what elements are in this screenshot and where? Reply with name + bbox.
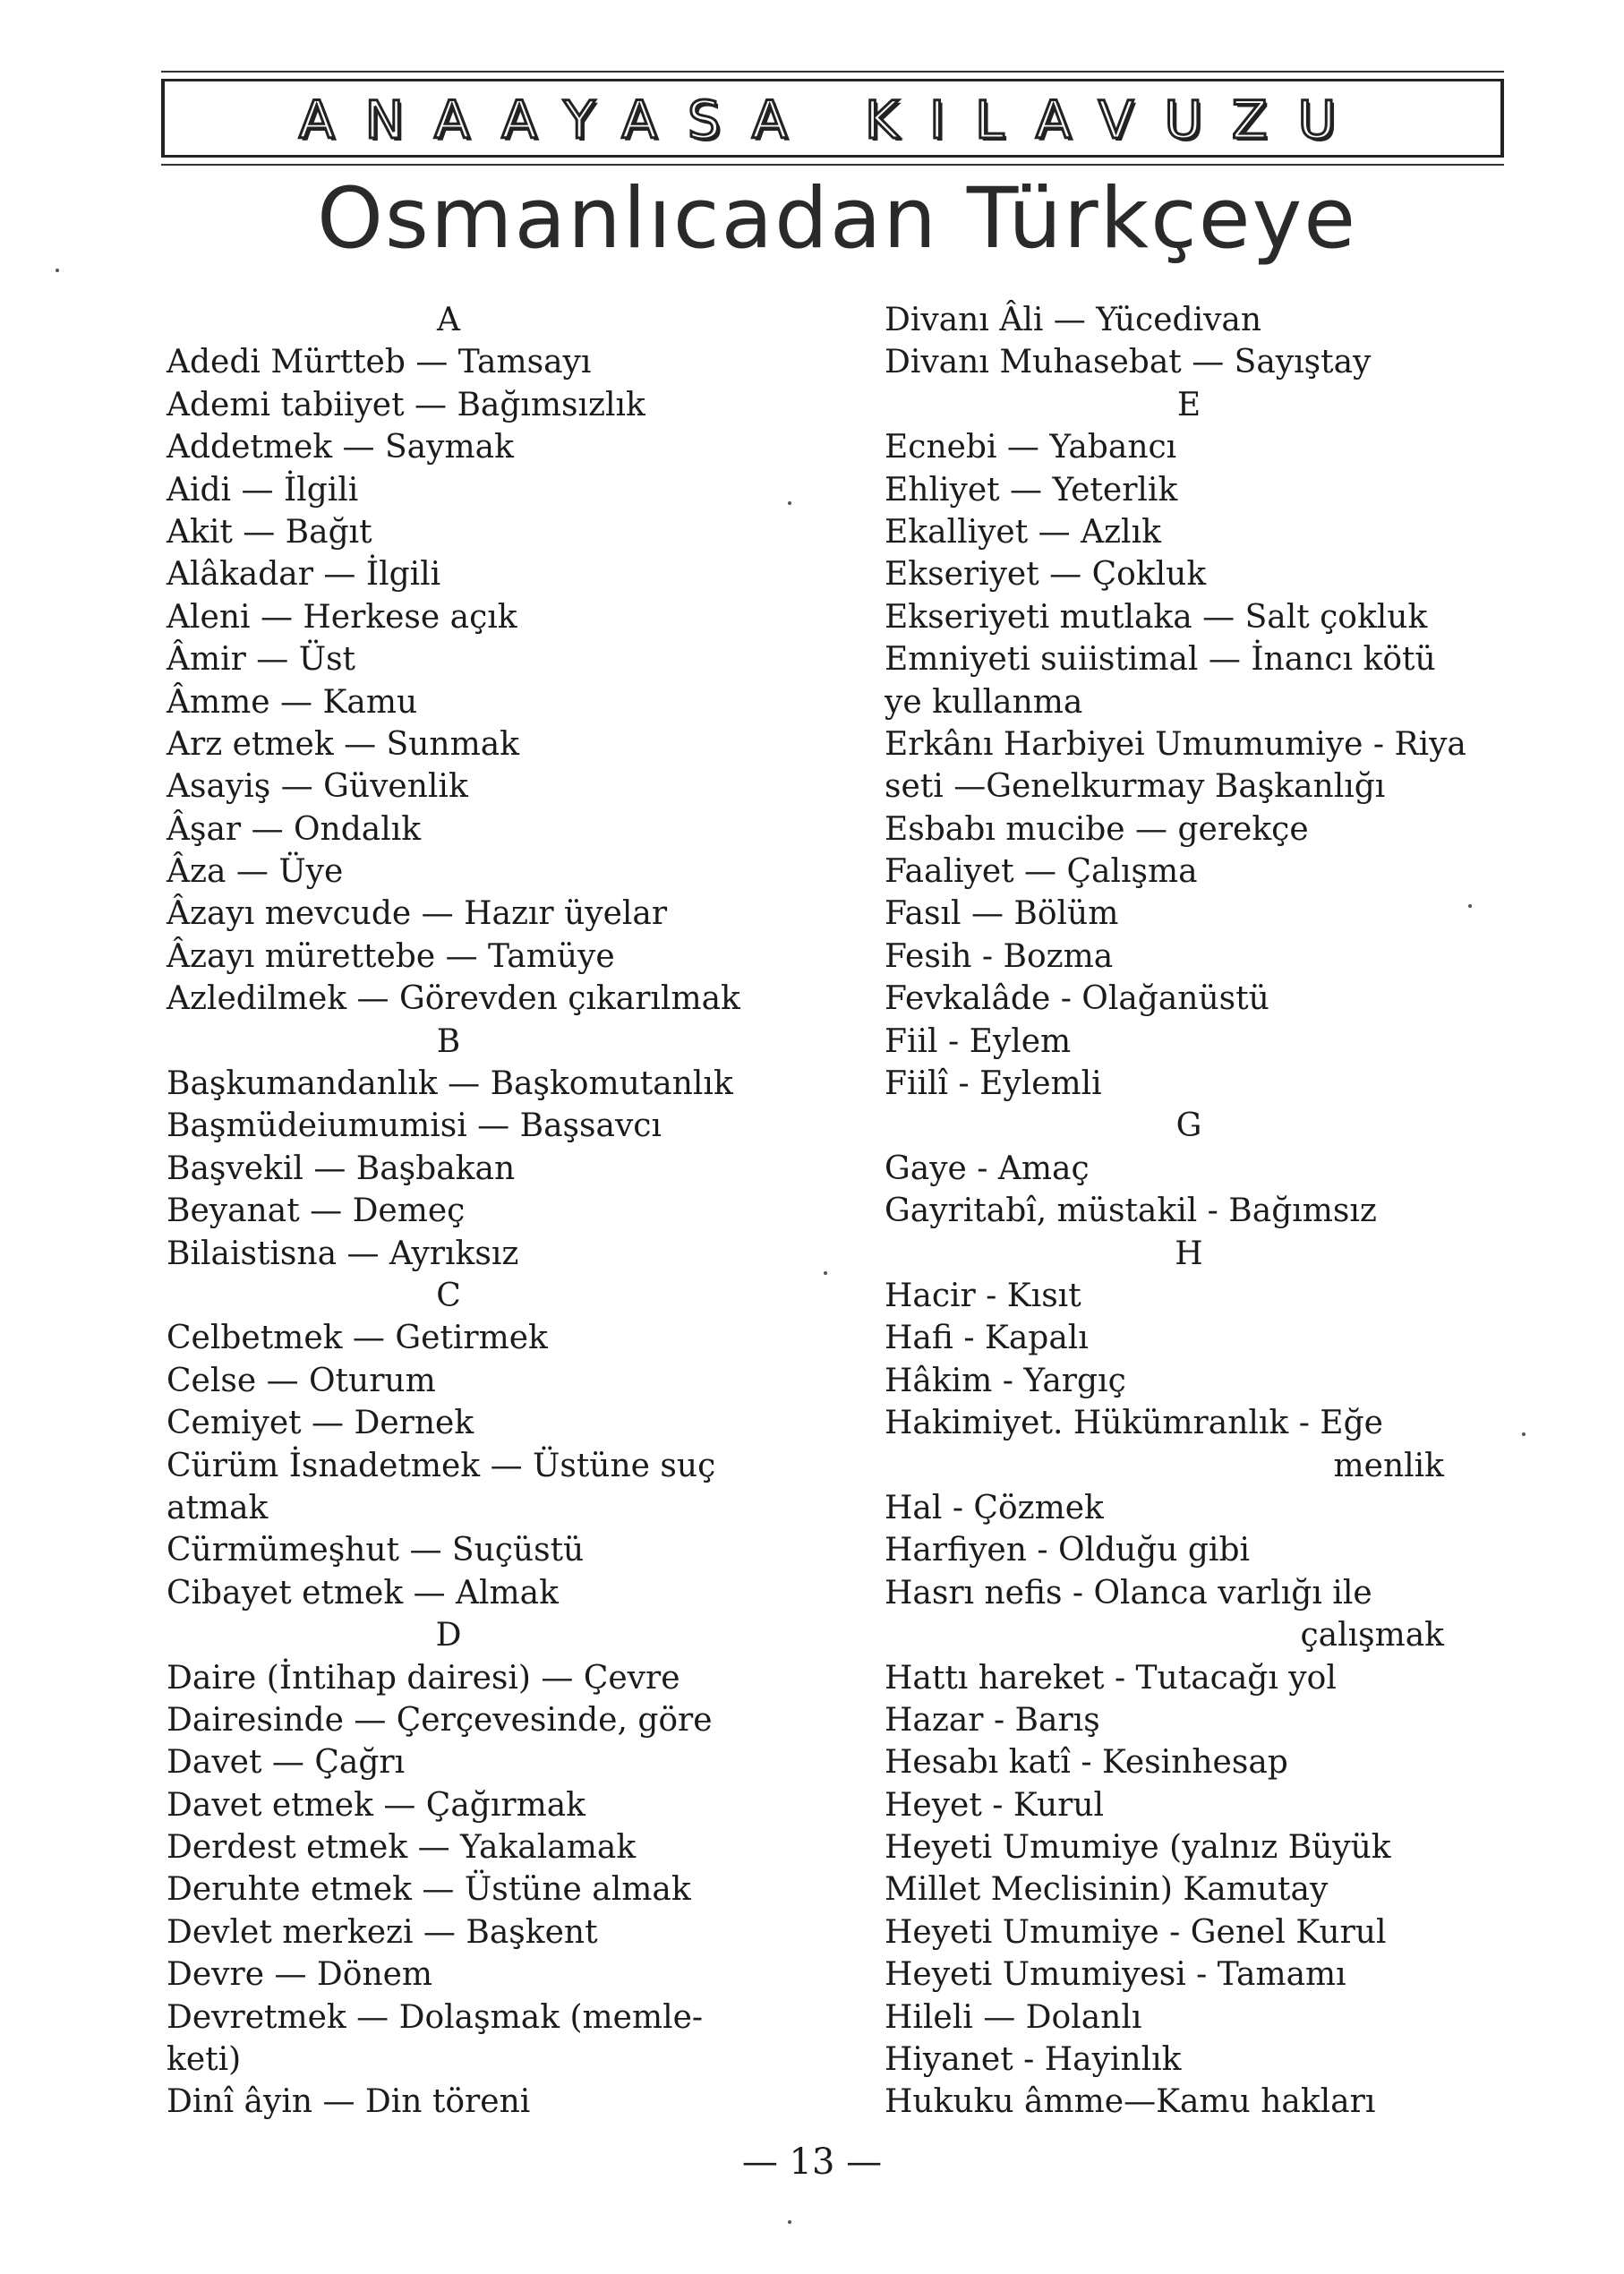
dictionary-entry: Davet — Çağrı xyxy=(167,1744,406,1782)
dictionary-entry: Celbetmek — Getirmek xyxy=(167,1320,548,1357)
dictionary-entry: Daire (İntihap dairesi) — Çevre xyxy=(167,1659,680,1697)
dictionary-entry: Âzayı mürettebe — Tamüye xyxy=(167,937,615,975)
dictionary-entry-continuation: atmak xyxy=(167,1489,269,1526)
dictionary-entry: Fiil - Eylem xyxy=(885,1022,1072,1060)
dictionary-entry: Dairesinde — Çerçevesinde, göre xyxy=(167,1701,713,1739)
section-letter: A xyxy=(437,302,460,338)
dictionary-entry: Hakimiyet. Hükümranlık - Eğe xyxy=(885,1405,1383,1442)
dictionary-entry-continuation: ye kullanma xyxy=(885,683,1083,721)
dictionary-entry: Hattı hareket - Tutacağı yol xyxy=(885,1659,1337,1697)
dictionary-entry-continuation: Millet Meclisinin) Kamutay xyxy=(885,1871,1329,1909)
dictionary-entry: Hiyanet - Hayinlık xyxy=(885,2041,1182,2079)
dictionary-entry-continuation: keti) xyxy=(167,2041,242,2079)
dictionary-entry: Devretmek — Dolaşmak (memle- xyxy=(167,1998,704,2036)
dictionary-entry: Âzayı mevcude — Hazır üyelar xyxy=(167,895,668,933)
dictionary-entry: Beyanat — Demeç xyxy=(167,1193,466,1230)
dictionary-entry: Emniyeti suiistimal — İnancı kötü xyxy=(885,641,1436,679)
page-subtitle: Osmanlıcadan Türkçeye xyxy=(316,170,1358,268)
dictionary-entry: Fevkalâde - Olağanüstü xyxy=(885,980,1269,1018)
dictionary-entry: Deruhte etmek — Üstüne almak xyxy=(167,1871,691,1909)
dictionary-entry: Celse — Oturum xyxy=(167,1362,436,1399)
dictionary-entry: Hasrı nefis - Olanca varlığı ile xyxy=(885,1574,1372,1611)
dictionary-entry: Esbabı mucibe — gerekçe xyxy=(885,810,1309,848)
dictionary-entry: Ademi tabiiyet — Bağımsızlık xyxy=(167,386,645,423)
dictionary-entry: Alâkadar — İlgili xyxy=(167,556,441,594)
dictionary-entry: Ehliyet — Yeterlik xyxy=(885,471,1178,509)
dictionary-entry: Akit — Bağıt xyxy=(167,513,372,551)
dictionary-entry: Erkânı Harbiyei Umumumiye - Riya xyxy=(885,725,1466,763)
scan-speck xyxy=(56,269,59,272)
section-letter: G xyxy=(1175,1107,1202,1145)
dictionary-entry: Hesabı katî - Kesinhesap xyxy=(885,1744,1288,1782)
scan-speck xyxy=(1522,1432,1526,1436)
dictionary-entry: Cürmümeşhut — Suçüstü xyxy=(167,1532,585,1569)
dictionary-entry: Faaliyet — Çalışma xyxy=(885,853,1198,891)
dictionary-entry: Hileli — Dolanlı xyxy=(885,1998,1142,2036)
dictionary-entry-continuation: çalışmak xyxy=(1300,1617,1444,1654)
dictionary-entry: Heyet - Kurul xyxy=(885,1786,1105,1824)
dictionary-entry: Cibayet etmek — Almak xyxy=(167,1574,559,1611)
dictionary-entry: Başkumandanlık — Başkomutanlık xyxy=(167,1065,733,1103)
dictionary-entry: Ecnebi — Yabancı xyxy=(885,429,1177,466)
dictionary-entry: Âmir — Üst xyxy=(167,641,356,679)
dictionary-entry: Aidi — İlgili xyxy=(167,471,359,509)
left-column xyxy=(167,299,811,2124)
title-banner xyxy=(161,79,1504,158)
dictionary-entry: Ekseriyeti mutlaka — Salt çokluk xyxy=(885,598,1428,636)
banner-title: ANAAYASA KILAVUZU xyxy=(298,90,1367,150)
dictionary-entry: Addetmek — Saymak xyxy=(167,429,514,466)
dictionary-entry: Âmme — Kamu xyxy=(167,683,418,721)
dictionary-entry: Başvekil — Başbakan xyxy=(167,1150,516,1187)
scan-speck xyxy=(788,2220,791,2224)
scan-speck xyxy=(1468,904,1472,908)
dictionary-entry: Harfiyen - Olduğu gibi xyxy=(885,1532,1251,1569)
page-number: — 13 — xyxy=(741,2141,883,2183)
dictionary-entry: Heyeti Umumiye - Genel Kurul xyxy=(885,1913,1387,1951)
dictionary-entry: Heyeti Umumiyesi - Tamamı xyxy=(885,1956,1346,1994)
dictionary-entry: Divanı Âli — Yücedivan xyxy=(885,302,1262,338)
section-letter: D xyxy=(435,1617,462,1654)
dictionary-entry: Cürüm İsnadetmek — Üstüne suç xyxy=(167,1447,716,1484)
dictionary-entry: Başmüdeiumumisi — Başsavcı xyxy=(167,1107,662,1145)
dictionary-entry: Hal - Çözmek xyxy=(885,1489,1104,1526)
dictionary-entry: Hacir - Kısıt xyxy=(885,1277,1081,1314)
dictionary-entry: Aleni — Herkese açık xyxy=(167,598,517,636)
dictionary-entry: Fasıl — Bölüm xyxy=(885,895,1119,933)
dictionary-entry: Devlet merkezi — Başkent xyxy=(167,1913,598,1951)
right-column xyxy=(885,299,1529,2124)
dictionary-entry: Devre — Dönem xyxy=(167,1956,433,1994)
dictionary-entry: Azledilmek — Görevden çıkarılmak xyxy=(167,980,740,1018)
dictionary-entry: Hukuku âmme—Kamu hakları xyxy=(885,2083,1376,2121)
dictionary-entry: Fesih - Bozma xyxy=(885,937,1114,975)
dictionary-entry: Hazar - Barış xyxy=(885,1701,1100,1739)
dictionary-entry: Cemiyet — Dernek xyxy=(167,1405,474,1442)
dictionary-entry-continuation: seti —Genelkurmay Başkanlığı xyxy=(885,768,1386,806)
section-letter: C xyxy=(436,1277,461,1314)
scan-speck xyxy=(824,1271,827,1275)
dictionary-entry: Âşar — Ondalık xyxy=(167,810,422,848)
scan-speck xyxy=(788,501,791,505)
dictionary-entry: Divanı Muhasebat — Sayıştay xyxy=(885,344,1372,381)
dictionary-entry: Derdest etmek — Yakalamak xyxy=(167,1829,637,1867)
dictionary-entry: Ekseriyet — Çokluk xyxy=(885,556,1207,594)
section-letter: B xyxy=(436,1022,461,1060)
dictionary-entry: Hâkim - Yargıç xyxy=(885,1362,1126,1399)
dictionary-entry: Adedi Mürtteb — Tamsayı xyxy=(167,344,592,381)
dictionary-entry: Gaye - Amaç xyxy=(885,1150,1090,1187)
dictionary-entry: Heyeti Umumiye (yalnız Büyük xyxy=(885,1829,1391,1867)
dictionary-entry: Âza — Üye xyxy=(167,853,344,891)
dictionary-entry: Arz etmek — Sunmak xyxy=(167,725,519,763)
dictionary-entry: Ekalliyet — Azlık xyxy=(885,513,1161,551)
dictionary-entry-continuation: menlik xyxy=(1333,1447,1444,1484)
dictionary-entry: Davet etmek — Çağırmak xyxy=(167,1786,585,1824)
dictionary-entry: Fiilî - Eylemli xyxy=(885,1065,1102,1103)
dictionary-entry: Dinî âyin — Din töreni xyxy=(167,2083,531,2121)
dictionary-entry: Gayritabî, müstakil - Bağımsız xyxy=(885,1193,1377,1230)
section-letter: E xyxy=(1176,386,1201,423)
dictionary-entry: Hafi - Kapalı xyxy=(885,1320,1089,1357)
dictionary-entry: Asayiş — Güvenlik xyxy=(167,768,468,806)
section-letter: H xyxy=(1175,1235,1203,1272)
dictionary-entry: Bilaistisna — Ayrıksız xyxy=(167,1235,519,1272)
